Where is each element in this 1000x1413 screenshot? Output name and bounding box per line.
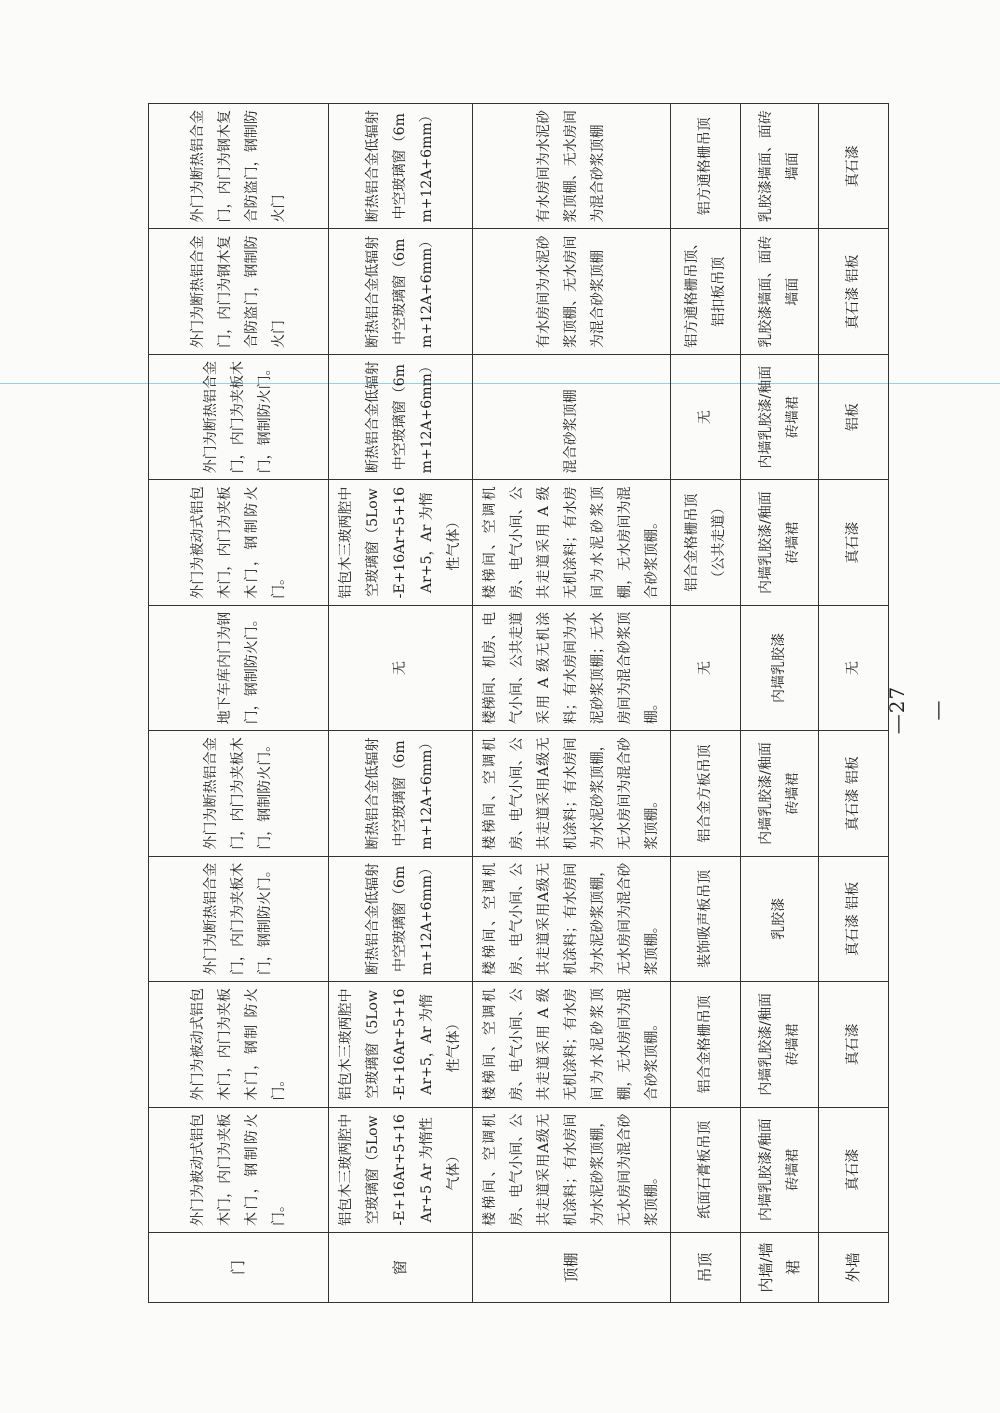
table-cell: 外门为断热铝合金门，内门为夹板木门，钢制防火门。 xyxy=(149,354,329,479)
table-cell: 断热铝合金低辐射中空玻璃窗（6mm+12A+6mm） xyxy=(329,229,473,354)
table-cell: 真石漆 xyxy=(819,104,889,230)
table-cell: 乳胶漆 xyxy=(741,856,819,981)
table-cell: 装饰吸声板吊顶 xyxy=(671,856,741,981)
table-cell: 楼梯间、空调机房、电气小间、公共走道采用A级无机涂料；有水房间为水泥砂浆顶棚，无水房间为混合砂浆顶棚。 xyxy=(473,856,671,981)
spec-table xyxy=(148,103,889,1303)
table-cell: 内墙乳胶漆/釉面砖墙裙 xyxy=(741,354,819,479)
table-cell: 内墙乳胶漆/釉面砖墙裙 xyxy=(741,731,819,856)
table-cell: 楼梯间、空调机房、电气小间、公共走道采用A级无机涂料；有水房间为水泥砂浆顶棚，无水房间为混合砂浆顶棚。 xyxy=(473,1107,671,1232)
table-cell: 铝方通格栅吊顶 xyxy=(671,104,741,230)
table-cell: 无 xyxy=(671,354,741,479)
table-cell: 内墙乳胶漆/釉面砖墙裙 xyxy=(741,982,819,1107)
table-cell: 真石漆 铝板 xyxy=(819,731,889,856)
table-cell: 无 xyxy=(329,605,473,730)
table-cell: 楼梯间、空调机房、电气小间、公共走道采用A级无机涂料；有水房间为水泥砂浆顶棚，无水房间为混合砂浆顶棚。 xyxy=(473,731,671,856)
table-cell: 铝包木三玻两腔中空玻璃窗（5Low-E+16Ar+5+16Ar+5，Ar 为惰性气体） xyxy=(329,480,473,605)
table-cell: 外门为被动式铝包木门，内门为夹板木门，钢制 防火门。 xyxy=(149,982,329,1107)
table-cell: 铝合金格栅吊顶 xyxy=(671,982,741,1107)
table-cell: 铝合金方板吊顶 xyxy=(671,731,741,856)
table-row xyxy=(149,104,329,1303)
table-cell: 外门为断热铝合金门，内门为钢木复合防盗门，钢制防火门 xyxy=(149,229,329,354)
table-cell: 楼梯间、空调机房、电气小间、公共走道采用 A 级无机涂料；有水房间为水泥砂浆顶棚，无水房间为混合砂浆顶棚。 xyxy=(473,982,671,1107)
table-cell: 无 xyxy=(819,605,889,730)
table-cell: 真石漆 xyxy=(819,982,889,1107)
table-cell: 有水房间为水泥砂浆顶棚、无水房间为混合砂浆顶棚 xyxy=(473,104,671,230)
table-cell: 无 xyxy=(671,605,741,730)
table-cell: 真石漆 xyxy=(819,480,889,605)
table-cell: 真石漆 xyxy=(819,1107,889,1232)
table-cell: 外门为被动式铝包木门，内门为夹板木门，钢制防火门。 xyxy=(149,1107,329,1232)
table-cell: 乳胶漆墙面、面砖墙面 xyxy=(741,229,819,354)
table-cell: 外门为断热铝合金门，内门为夹板木门，钢制防火门。 xyxy=(149,731,329,856)
table-cell: 断热铝合金低辐射中空玻璃窗（6mm+12A+6mm） xyxy=(329,856,473,981)
row-label: 门 xyxy=(149,1233,329,1303)
table-cell: 外门为断热铝合金门，内门为夹板木门，钢制防火门。 xyxy=(149,856,329,981)
table-cell: 有水房间为水泥砂浆顶棚、无水房间为混合砂浆顶棚 xyxy=(473,229,671,354)
table-cell: 内墙乳胶漆/釉面砖墙裙 xyxy=(741,480,819,605)
rotated-table-container xyxy=(148,103,860,1303)
row-label: 内墙/墙裙 xyxy=(741,1233,819,1303)
table-cell: 外门为被动式铝包木门，内门为夹板木门，钢制防火门。 xyxy=(149,480,329,605)
table-cell: 断热铝合金低辐射中空玻璃窗（6mm+12A+6mm） xyxy=(329,731,473,856)
table-row xyxy=(473,104,671,1303)
table-cell: 乳胶漆墙面、面砖墙面 xyxy=(741,104,819,230)
table-cell: 断热铝合金低辐射中空玻璃窗（6mm+12A+6mm） xyxy=(329,104,473,230)
table-row xyxy=(329,104,473,1303)
table-cell: 内墙乳胶漆/釉面砖墙裙 xyxy=(741,1107,819,1232)
page-number: —27— xyxy=(885,685,949,735)
row-label: 外墙 xyxy=(819,1233,889,1303)
table-cell: 断热铝合金低辐射中空玻璃窗（6mm+12A+6mm） xyxy=(329,354,473,479)
row-label: 顶棚 xyxy=(473,1233,671,1303)
table-row xyxy=(671,104,741,1303)
row-label: 吊顶 xyxy=(671,1233,741,1303)
table-cell: 铝包木三玻两腔中空玻璃窗（5Low-E+16Ar+5+16Ar+5，Ar 为惰性气体） xyxy=(329,982,473,1107)
table-cell: 纸面石膏板吊顶 xyxy=(671,1107,741,1232)
table-cell: 楼梯间、空调机房、电气小间、公共走道采用 A 级无机涂料；有水房间为水泥砂浆顶棚，无水房间为混合砂浆顶棚。 xyxy=(473,480,671,605)
table-cell: 铝合金格栅吊顶（公共走道） xyxy=(671,480,741,605)
table-row xyxy=(741,104,819,1303)
table-cell: 内墙乳胶漆 xyxy=(741,605,819,730)
table-cell: 楼梯间、机房、电气小间、公共走道采用 A 级无机涂料；有水房间为水泥砂浆顶棚；无水房间为混合砂浆顶棚。 xyxy=(473,605,671,730)
table-cell: 地下车库内门为钢门，钢制防火门。 xyxy=(149,605,329,730)
row-label: 窗 xyxy=(329,1233,473,1303)
table-cell: 铝包木三玻两腔中空玻璃窗（5Low-E+16Ar+5+16Ar+5 Ar 为惰性气体） xyxy=(329,1107,473,1232)
table-cell: 铝板 xyxy=(819,354,889,479)
table-cell: 真石漆 铝板 xyxy=(819,856,889,981)
table-cell: 真石漆 铝板 xyxy=(819,229,889,354)
table-cell: 外门为断热铝合金门，内门为钢木复合防盗门，钢制防火门 xyxy=(149,104,329,230)
table-cell: 铝方通格栅吊顶、铝扣板吊顶 xyxy=(671,229,741,354)
table-cell: 混合砂浆顶棚 xyxy=(473,354,671,479)
